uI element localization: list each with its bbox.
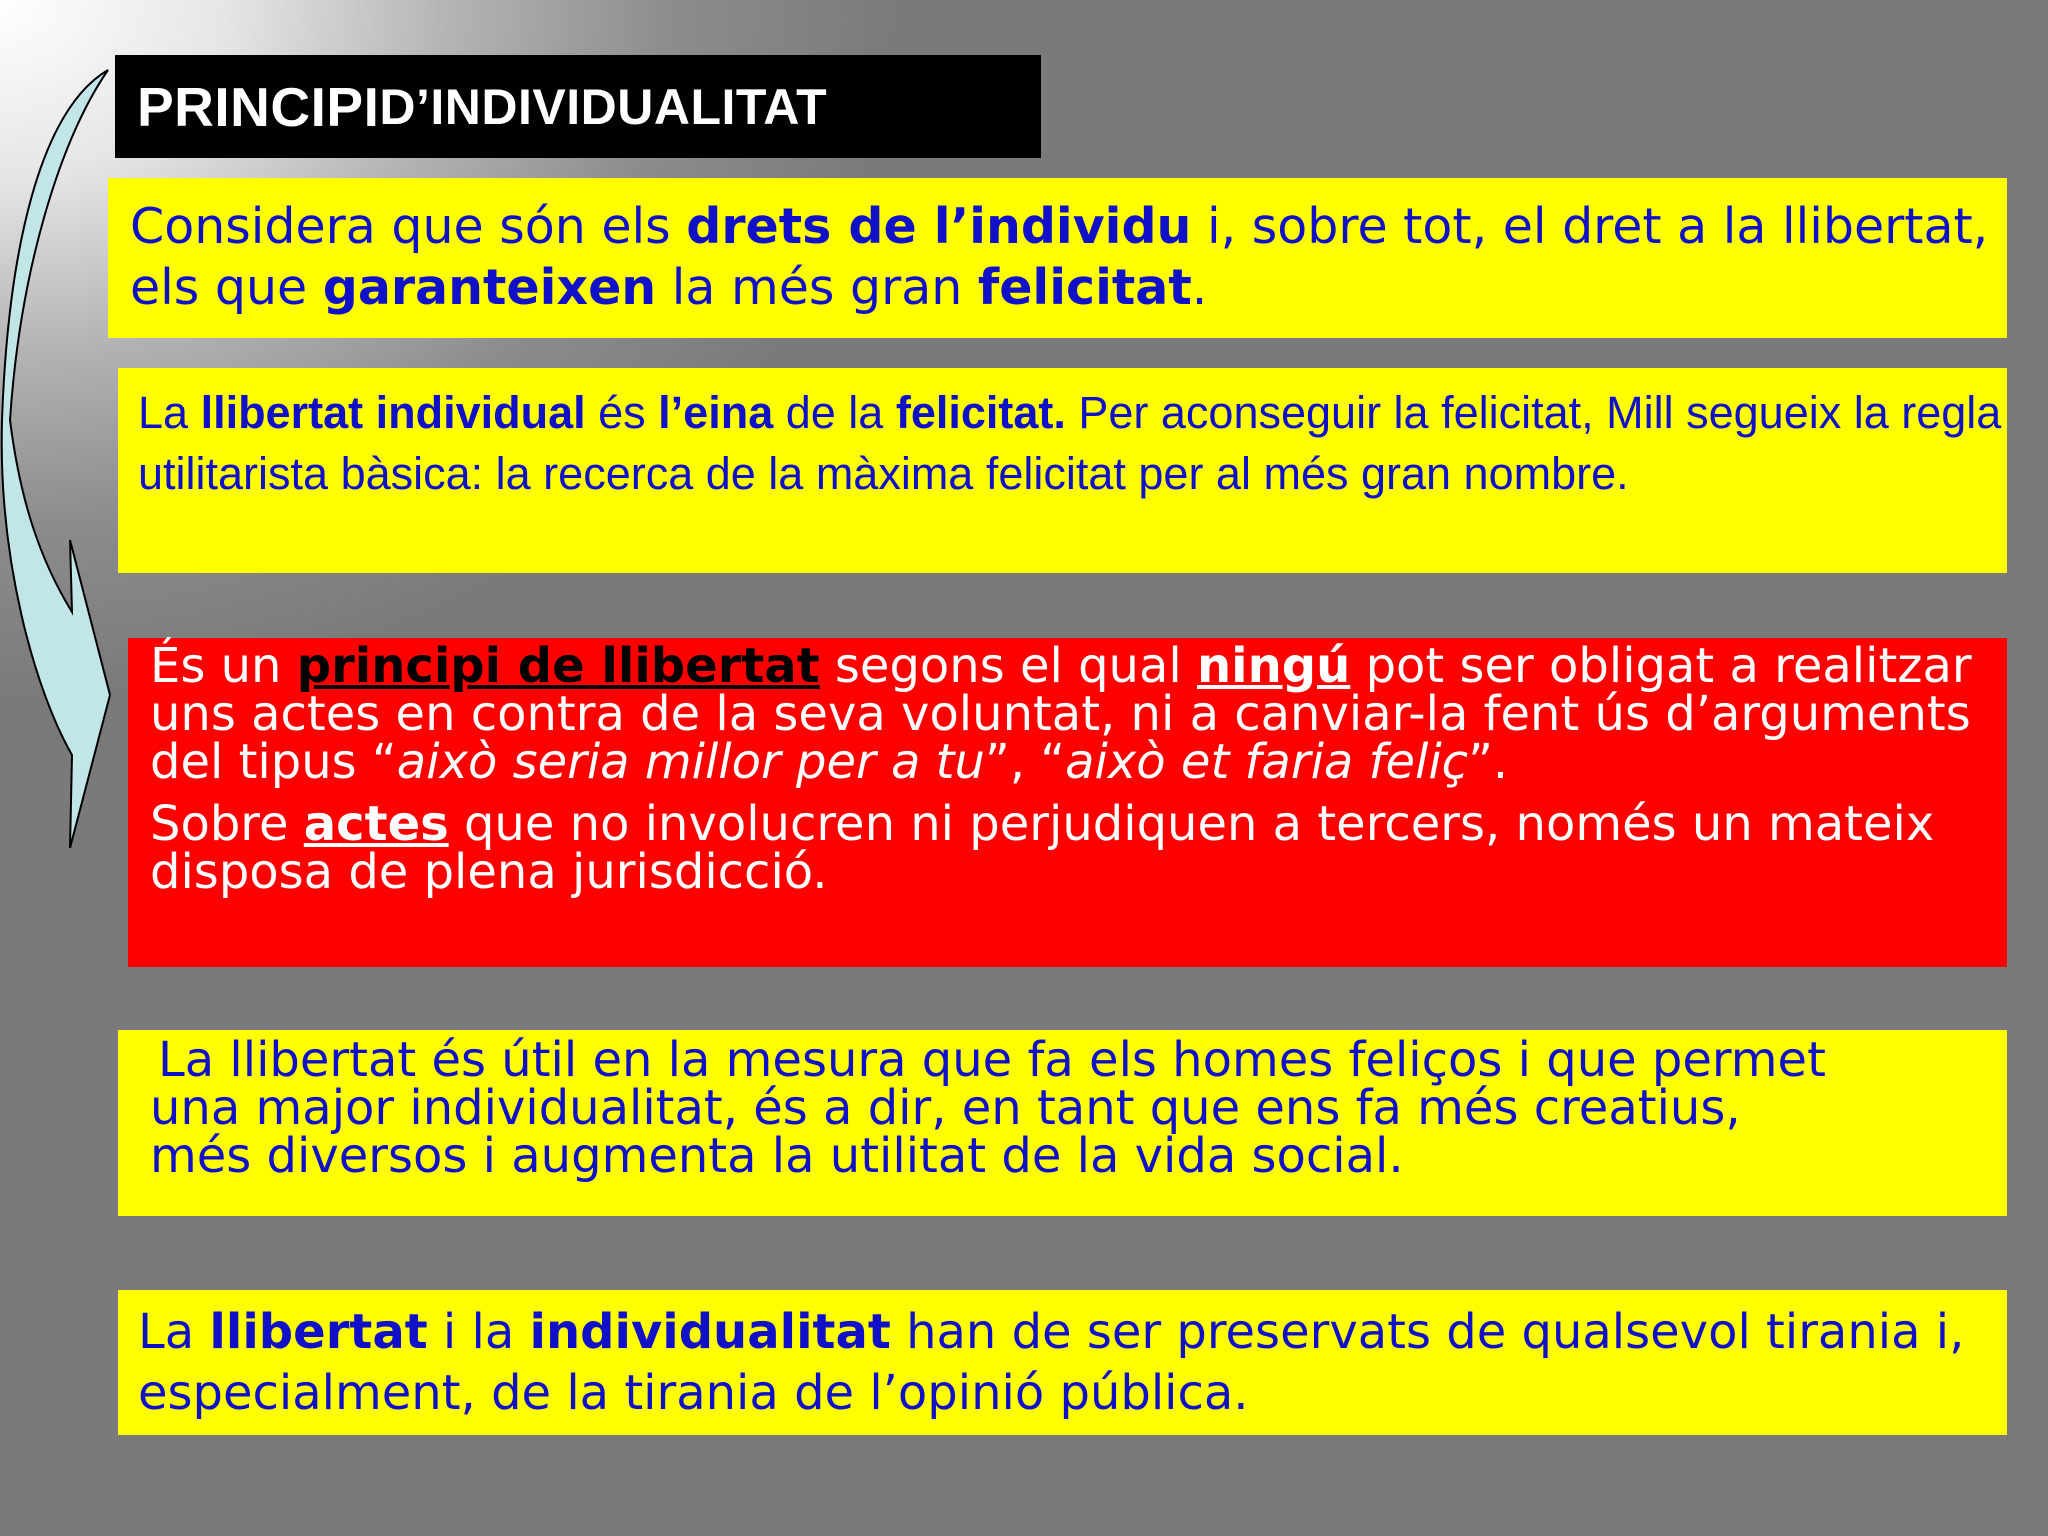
- text: ”.: [1468, 734, 1509, 790]
- text: han de ser preservats de qualsevol tirania i, especialment, de la tirania de l’opinió pública.: [138, 1304, 1965, 1421]
- bold-text: individualitat: [529, 1304, 891, 1360]
- bold-text: l’eina: [658, 387, 774, 438]
- text-line: una major individualitat, és a dir, en tant que ens fa més creatius,: [150, 1080, 1741, 1136]
- bold-text: llibertat individual: [200, 387, 586, 438]
- bold-text: felicitat: [977, 259, 1192, 316]
- bold-text: drets de l’individu: [686, 198, 1192, 255]
- paragraph: [150, 638, 2007, 790]
- panel-individual-rights: [108, 178, 2007, 338]
- text: La: [138, 387, 201, 438]
- text: i la: [427, 1304, 530, 1360]
- title-bold: PRINCIPI: [137, 75, 380, 138]
- italic-text: això seria millor per a tu: [396, 734, 985, 790]
- title-rest: D’INDIVIDUALITAT: [379, 78, 828, 135]
- text: i, sobre tot, el dret a la llibertat, els que: [130, 198, 1989, 316]
- text-line: La llibertat és útil en la mesura que fa els homes feliços i que permet: [158, 1032, 1826, 1088]
- text: és: [585, 387, 659, 438]
- italic-text: això et faria feliç: [1065, 734, 1469, 790]
- text: la més gran: [656, 259, 978, 316]
- text: Per aconseguir la felicitat, Mill segueix la regla utilitarista bàsica: la recerca de la màxima felicitat per al més gran nombre.: [138, 387, 2002, 499]
- curved-arrow-icon: [0, 0, 130, 860]
- slide-title: [115, 55, 1041, 158]
- text: Sobre: [150, 796, 304, 852]
- text: Considera que són els: [130, 198, 687, 255]
- panel-liberty-useful: [118, 1030, 2007, 1216]
- text: ”, “: [984, 734, 1066, 790]
- paragraph: [150, 796, 2007, 900]
- text: segons el qual: [819, 638, 1197, 694]
- text-line: més diversos i augmenta la utilitat de la vida social.: [150, 1128, 1404, 1184]
- text: La: [138, 1304, 210, 1360]
- text: que no involucren ni perjudiquen a tercers, només un mateix disposa de plena jurisdicció.: [150, 796, 1935, 900]
- bold-text: felicitat.: [895, 387, 1066, 438]
- underlined-text: actes: [303, 796, 449, 852]
- underlined-text: principi de llibertat: [296, 638, 820, 694]
- panel-individual-liberty: [118, 368, 2007, 573]
- text: de la: [773, 387, 896, 438]
- panel-liberty-principle: [128, 638, 2007, 967]
- underlined-text: ningú: [1196, 638, 1351, 694]
- bold-text: garanteixen: [322, 259, 657, 316]
- bold-text: llibertat: [209, 1304, 428, 1360]
- panel-preserve-liberty: [118, 1290, 2007, 1435]
- text: És un: [150, 638, 297, 694]
- text: .: [1191, 259, 1208, 316]
- text: pot ser obligat a realitzar uns actes en contra de la seva voluntat, ni a canviar-la fent ús d’arguments del tipus “: [150, 638, 1972, 790]
